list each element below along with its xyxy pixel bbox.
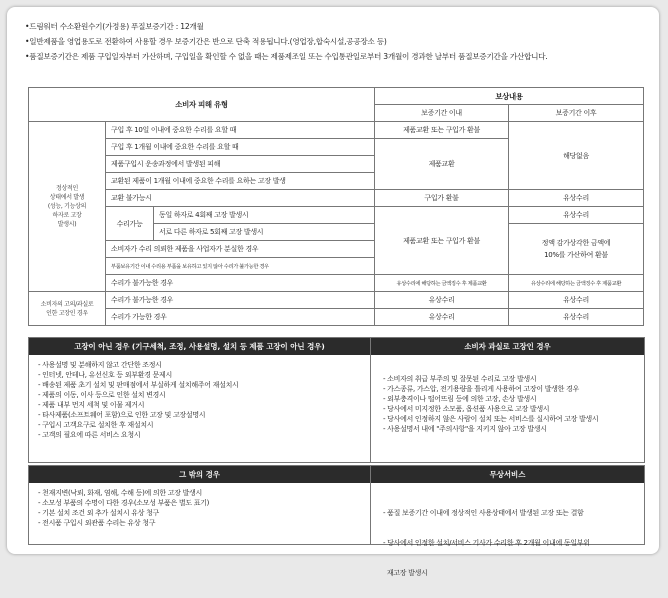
- note-period-start: •품질보증기간은 제품 구입일자부터 가산하며, 구입일을 확인할 수 없을 때는 제품제조일 또는 수입통관일로부터 3개월이 경과한 날부터 품질보증기간을 가산합니다.: [25, 52, 548, 61]
- other-title: 그 밖의 경우: [29, 466, 370, 483]
- free-service-list: [374, 484, 648, 598]
- list-item: - 당사에서 인정한 설치/서비스 기사가 수리한 후 2개월 이내에 동일부위: [383, 539, 590, 547]
- list-item: - 고객의 필요에 따른 서비스 요청시: [38, 431, 141, 439]
- value-paid-repair: 유상수리: [375, 309, 509, 326]
- list-item: - 전시품 구입시 외관품 수리는 유상 청구: [38, 519, 156, 527]
- list-item: - 당사에서 인정하지 않은 사람이 설치 또는 서비스를 실시하여 고장 발생시: [383, 415, 599, 423]
- consumer-fault-title: 소비자 과실로 고장인 경우: [371, 338, 644, 355]
- row-within-1-month: 구입 후 1개월 이내에 중요한 수리를 요할 때: [106, 139, 375, 156]
- warranty-notes: [25, 19, 665, 64]
- not-fault-title: 고장이 아닌 경우 (기구세척, 조정, 사용설명, 설치 등 제품 고장이 아닌 경우): [29, 338, 370, 355]
- list-item: - 제품 내부 먼지 세척 및 이물 제거시: [38, 401, 145, 409]
- list-item: - 구입시 고객요구로 설치한 후 재설치시: [38, 421, 154, 429]
- row-no-parts: 부품보유기간 이내 수리용 부품을 보유하고 있지 않아 수리가 불가능한 경우: [106, 258, 375, 275]
- other-list: [29, 484, 368, 528]
- list-item: - 품질 보증기간 이내에 정상적인 사용상태에서 발생된 고장 또는 결함: [383, 509, 584, 517]
- list-item: - 사용설명 및 분해하지 않고 간단한 조정시: [38, 361, 162, 369]
- row-same-defect-4th: 동일 하자로 4회째 고장 발생시: [154, 207, 375, 224]
- other-cases-box: [28, 465, 645, 577]
- list-item: - 가스종류, 가스압, 전기용량을 틀리게 사용하여 고장이 발생한 경우: [383, 385, 579, 393]
- value-paid-repair: 유상수리: [509, 207, 644, 224]
- row-unrepairable: 수리가 불가능한 경우: [106, 275, 375, 292]
- value-paid-repair: 유상수리: [509, 292, 644, 309]
- label-repairable: 수리가능: [106, 207, 154, 241]
- row-different-defect-5th: 서로 다른 하자로 5회째 고장 발생시: [154, 224, 375, 241]
- list-item: - 제품의 이동, 이사 등으로 인한 설치 변경시: [38, 391, 166, 399]
- value-refund: 구입가 환불: [375, 190, 509, 207]
- value-exchange: 제품교환: [375, 139, 509, 190]
- value-exchange-or-refund: 제품교환 또는 구입가 환불: [375, 207, 509, 275]
- row-fault-repairable: 수리가 가능한 경우: [106, 309, 375, 326]
- value-not-applicable: 해당없음: [509, 122, 644, 190]
- header-compensation: 보상내용: [375, 88, 644, 105]
- list-item: - 배송된 제품 초기 설치 및 판매점에서 부실하게 설치해주어 재설치시: [38, 381, 239, 389]
- list-item: - 타사제품(소프트웨어 포함)으로 인한 고장 및 고장설명시: [38, 411, 206, 419]
- warranty-card: [7, 7, 659, 577]
- list-item: 재고장 발생시: [383, 569, 428, 577]
- list-item: - 외부충격이나 떨어뜨림 등에 의한 고장, 손상 발생시: [383, 395, 537, 403]
- not-fault-list: [29, 356, 368, 440]
- row-within-10-days: 구입 후 10일 이내에 중요한 수리를 요할 때: [106, 122, 375, 139]
- list-item: - 인터넷, 안테나, 유선신호 등 외부환경 문제시: [38, 371, 172, 379]
- group-normal-use: 정상적인 상태에서 발생 (성능, 기능상의 하자로 고장 발생시): [29, 122, 106, 292]
- note-commercial-use: •일반제품을 영업용도로 전환하여 사용할 경우 보증기간은 반으로 단축 적용됩니다.(영업장,합숙시설,공공장소 등): [25, 37, 387, 46]
- row-fault-unrepairable: 수리가 불가능한 경우: [106, 292, 375, 309]
- row-exchanged-defect: 교환된 제품이 1개월 이내에 중요한 수리를 요하는 고장 발생: [106, 173, 375, 190]
- value-paid-exchange: 유상수리에 해당하는 금액징수 후 제품교환: [509, 275, 644, 292]
- list-item: - 천재지변(낙뢰, 화재, 염해, 수해 등)에 의한 고장 발생시: [38, 489, 202, 497]
- list-item: - 사용설명서 내에 "주의사항"을 지키지 않아 고장 발생시: [383, 425, 547, 433]
- row-product-lost: 소비자가 수리 의뢰한 제품을 사업자가 분실한 경우: [106, 241, 375, 258]
- note-warranty-period: •드림워터 수소환원수기(가정용) 푸질보증기간 : 12개월: [25, 22, 204, 31]
- list-item: - 당사에서 미지정한 소모품, 옵션품 사용으로 고장 발생시: [383, 405, 550, 413]
- fault-cases-box: [28, 337, 645, 463]
- header-damage-type: 소비자 피해 유형: [29, 88, 375, 122]
- compensation-table: [28, 87, 644, 326]
- value-paid-repair: 유상수리: [375, 292, 509, 309]
- value-paid-exchange: 유상수리에 해당하는 금액징수 후 제품교환: [375, 275, 509, 292]
- value-paid-repair: 유상수리: [509, 309, 644, 326]
- row-exchange-impossible: 교환 불가능시: [106, 190, 375, 207]
- free-service-title: 무상서비스: [371, 466, 644, 483]
- value-paid-repair: 유상수리: [509, 190, 644, 207]
- header-within-period: 보증기간 이내: [375, 105, 509, 122]
- value-exchange-or-refund: 제품교환 또는 구입가 환불: [375, 122, 509, 139]
- row-shipping-damage: 제품구입시 운송과정에서 발생된 피해: [106, 156, 375, 173]
- list-item: - 기본 설치 조건 외 추가 설치시 유상 청구: [38, 509, 160, 517]
- list-item: - 소비자의 취급 부주의 및 잘못된 수리로 고장 발생시: [383, 375, 537, 383]
- group-consumer-fault: 소비자의 고의/과실로 인한 고장인 경우: [29, 292, 106, 326]
- value-depreciation-refund: 정액 감가상각한 금액에 10%를 가산하여 환불: [509, 224, 644, 275]
- header-after-period: 보증기간 이후: [509, 105, 644, 122]
- list-item: - 소모성 부품의 수명이 다한 경우(소모성 부품은 별도 표기): [38, 499, 210, 507]
- consumer-fault-list: [374, 370, 648, 434]
